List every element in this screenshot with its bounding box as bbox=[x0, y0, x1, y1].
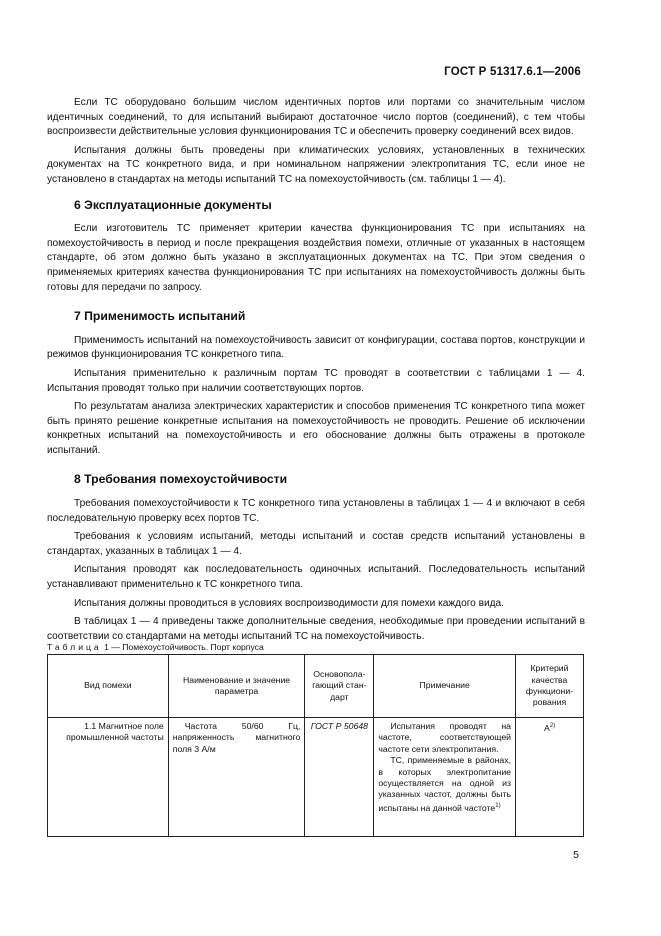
paragraph: По результатам анализа электрических характеристик и способов применения ТС конкретного типа может быть принято решение конкретные испытания на помехоустойчивость не проводить. Решение об исключении конкретных испытаний на помехоустойчивость и его обоснование должны быть отражены в протоколе испытаний. bbox=[47, 401, 585, 456]
document-id: ГОСТ Р 51317.6.1—2006 bbox=[444, 66, 581, 78]
page-number: 5 bbox=[573, 849, 579, 861]
paragraph: Применимость испытаний на помехоустойчивость зависит от конфигурации, состава портов, конструкции и режимов функционирования ТС конкретного типа. bbox=[47, 334, 585, 361]
cell-criterion bbox=[516, 718, 584, 837]
section-6-heading: 6 Эксплуатационные документы bbox=[74, 197, 272, 212]
paragraph: В таблицах 1 — 4 приведены также дополнительные сведения, необходимые при проведении испытаний в соответствии со стандартами на методы испытаний ТС на помехоустойчивость. bbox=[47, 616, 585, 642]
table-row bbox=[48, 718, 584, 837]
paragraph: Если ТС оборудовано большим числом идентичных портов или портами со значительным числом идентичных соединений, то для испытаний выбирают достаточное число портов (соединений), с тем чтобы воспроизвести действительные условия функционирования ТС и обеспечить проверку соединений всех видов. bbox=[47, 97, 585, 138]
note-text bbox=[378, 755, 511, 814]
section-8-heading: 8 Требования помехоустойчивости bbox=[74, 472, 288, 487]
column-header: Основопола-гающий стан-дарт bbox=[305, 655, 374, 718]
table-header-row bbox=[48, 655, 584, 718]
footnote-ref: 2) bbox=[549, 723, 556, 729]
table-caption-word: Таблица bbox=[47, 642, 102, 652]
paragraph: Если изготовитель ТС применяет критерии качества функционирования ТС при испытаниях на помехоустойчивость в период и после прекращения воздействия помехи, отличные от указанных в настоящем стандарте, об этом должно быть указано в эксплуатационных документах на ТС. При этом сведения о применяемых критериях качества функционирования ТС при испытаниях на помехоустойчивость должны быть готовы для передачи по запросу. bbox=[47, 223, 585, 293]
column-header: Примечание bbox=[374, 655, 516, 718]
paragraph: Требования к условиям испытаний, методы испытаний и состав средств испытаний установлены в стандартах, указанных в таблицах 1 — 4. bbox=[47, 531, 585, 557]
table-caption bbox=[47, 642, 264, 652]
criterion-value: А bbox=[543, 722, 550, 733]
cell-disturbance-kind: 1.1 Магнитное поле промышленной частоты bbox=[48, 718, 169, 837]
note-text-body: ТС, применяемые в районах, в которых электропитание осуществляется на одной из указанных частот, должны быть испытаны на данной частоте bbox=[378, 755, 512, 813]
paragraph: Испытания применительно к различным портам ТС проводят в соответствии с таблицами 1 — 4. Испытания проводят только при наличии соответствующих портов. bbox=[47, 367, 585, 394]
footnote-ref: 1) bbox=[495, 802, 501, 809]
immunity-table bbox=[47, 654, 584, 837]
paragraph: Требования помехоустойчивости к ТС конкретного типа установлены в таблицах 1 — 4 и включают в себя последовательную проверку всех портов ТС. bbox=[47, 498, 585, 524]
section-7-heading: 7 Применимость испытаний bbox=[74, 309, 246, 324]
page-body bbox=[47, 96, 585, 648]
column-header: Вид помехи bbox=[48, 655, 169, 718]
column-header: Наименование и значение параметра bbox=[168, 655, 305, 718]
paragraph: Испытания должны быть проведены при климатических условиях, установленных в технических документах на ТС конкретного вида, и при номинальном напряжении электропитания ТС, если иное не установлено в стандартах на методы испытаний ТС на помехоустойчивость (см. таблицы 1 — 4). bbox=[47, 144, 585, 185]
paragraph: Испытания должны проводиться в условиях воспроизводимости для помехи каждого вида. bbox=[74, 597, 504, 609]
paragraph: Испытания проводят как последовательность одиночных испытаний. Последовательность испытаний устанавливают применительно к ТС конкретного типа. bbox=[47, 564, 585, 591]
cell-parameter: Частота 50/60 Гц, напряженность магнитного поля 3 А/м bbox=[168, 718, 305, 837]
cell-note bbox=[374, 718, 516, 837]
note-text: Испытания проводят на частоте, соответствующей частоте сети электропитания. bbox=[378, 721, 512, 754]
table-caption-text: 1 — Помехоустойчивость. Порт корпуса bbox=[104, 642, 264, 652]
cell-standard: ГОСТ Р 50648 bbox=[305, 718, 374, 837]
column-header: Критерий качества функциони-рования bbox=[516, 655, 584, 718]
